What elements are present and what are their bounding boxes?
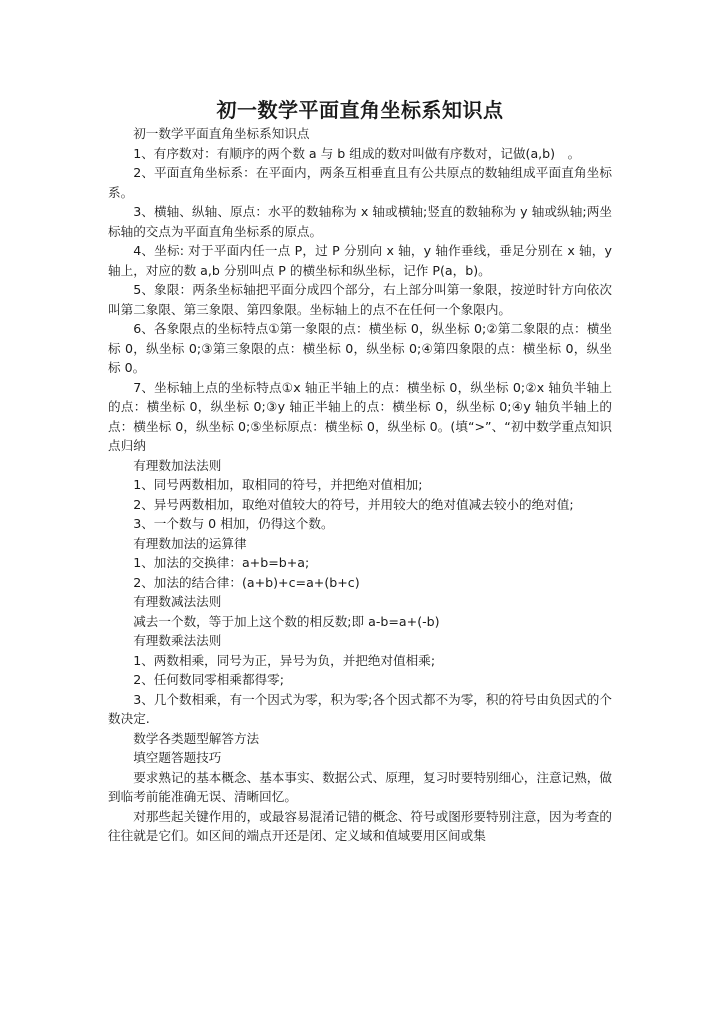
- paragraph-multiplication-2: 2、任何数同零相乘都得零;: [133, 672, 284, 687]
- paragraph-addition-3: 3、一个数与 0 相加，仍得这个数。: [133, 516, 334, 531]
- paragraph-quadrant-signs: 6、各象限点的坐标特点①第一象限的点：横坐标 0，纵坐标 0;②第二象限的点：横坐标 0，纵坐标 0;③第三象限的点：横坐标 0，纵坐标 0;④第四象限的点：横坐标 0，纵坐标 0。: [108, 321, 612, 375]
- heading-fill-blank-tips: 填空题答题技巧: [133, 750, 222, 765]
- paragraph-addition-1: 1、同号两数相加，取相同的符号，并把绝对值相加;: [133, 477, 423, 492]
- document-body: [108, 124, 612, 846]
- paragraph-subtitle: 初一数学平面直角坐标系知识点: [133, 126, 310, 141]
- document-title: 初一数学平面直角坐标系知识点: [216, 98, 504, 122]
- heading-solving-methods: 数学各类题型解答方法: [133, 730, 260, 746]
- heading-subtraction-rule: 有理数减法法则: [133, 594, 222, 609]
- heading-addition-rule: 有理数加法法则: [133, 457, 222, 473]
- paragraph-tips-2: 对那些起关键作用的，或最容易混淆记错的概念、符号或图形要特别注意，因为考查的往往就是它们。如区间的端点开还是闭、定义域和值域要用区间或集: [108, 808, 612, 843]
- paragraph-addition-2: 2、异号两数相加，取绝对值较大的符号，并用较大的绝对值减去较小的绝对值;: [133, 496, 574, 512]
- paragraph-subtraction: 减去一个数，等于加上这个数的相反数;即 a-b=a+(-b): [133, 613, 440, 629]
- paragraph-commutative: 1、加法的交换律：a+b=b+a;: [133, 555, 310, 570]
- paragraph-quadrants: 5、象限：两条坐标轴把平面分成四个部分，右上部分叫第一象限，按逆时针方向依次叫第二象限、第三象限、第四象限。坐标轴上的点不在任何一个象限内。: [108, 282, 612, 317]
- paragraph-multiplication-1: 1、两数相乘，同号为正，异号为负，并把绝对值相乘;: [133, 652, 436, 668]
- paragraph-axes-origin: 3、横轴、纵轴、原点：水平的数轴称为 x 轴或横轴;竖直的数轴称为 y 轴或纵轴;两坐标轴的交点为平面直角坐标系的原点。: [108, 204, 612, 239]
- paragraph-axis-points: 7、坐标轴上点的坐标特点①x 轴正半轴上的点：横坐标 0，纵坐标 0;②x 轴负半轴上的点：横坐标 0，纵坐标 0;③y 轴正半轴上的点：横坐标 0，纵坐标 0;④y 轴负半轴上的点：横坐标 0，纵坐标 0;⑤坐标原点：横坐标 0，纵坐标 0。(填“>”、“初中数学重点知识点归纳: [108, 379, 612, 453]
- paragraph-multiplication-3: 3、几个数相乘，有一个因式为零，积为零;各个因式都不为零，积的符号由负因式的个数决定.: [108, 691, 612, 726]
- paragraph-associative: 2、加法的结合律：(a+b)+c=a+(b+c): [133, 574, 360, 590]
- heading-multiplication-rule: 有理数乘法法则: [133, 633, 222, 648]
- paragraph-coordinates: 4、坐标: 对于平面内任一点 P，过 P 分别向 x 轴，y 轴作垂线，垂足分别在 x 轴，y 轴上，对应的数 a,b 分别叫点 P 的横坐标和纵坐标，记作 P(a，b)。: [108, 243, 612, 278]
- heading-addition-laws: 有理数加法的运算律: [133, 535, 247, 551]
- paragraph-tips-1: 要求熟记的基本概念、基本事实、数据公式、原理，复习时要特别细心，注意记熟，做到临考前能准确无误、清晰回忆。: [108, 769, 612, 804]
- paragraph-ordered-pair: 1、有序数对：有顺序的两个数 a 与 b 组成的数对叫做有序数对，记做(a,b) 。: [133, 145, 581, 161]
- paragraph-coordinate-system: 2、平面直角坐标系：在平面内，两条互相垂直且有公共原点的数轴组成平面直角坐标系。: [108, 165, 612, 200]
